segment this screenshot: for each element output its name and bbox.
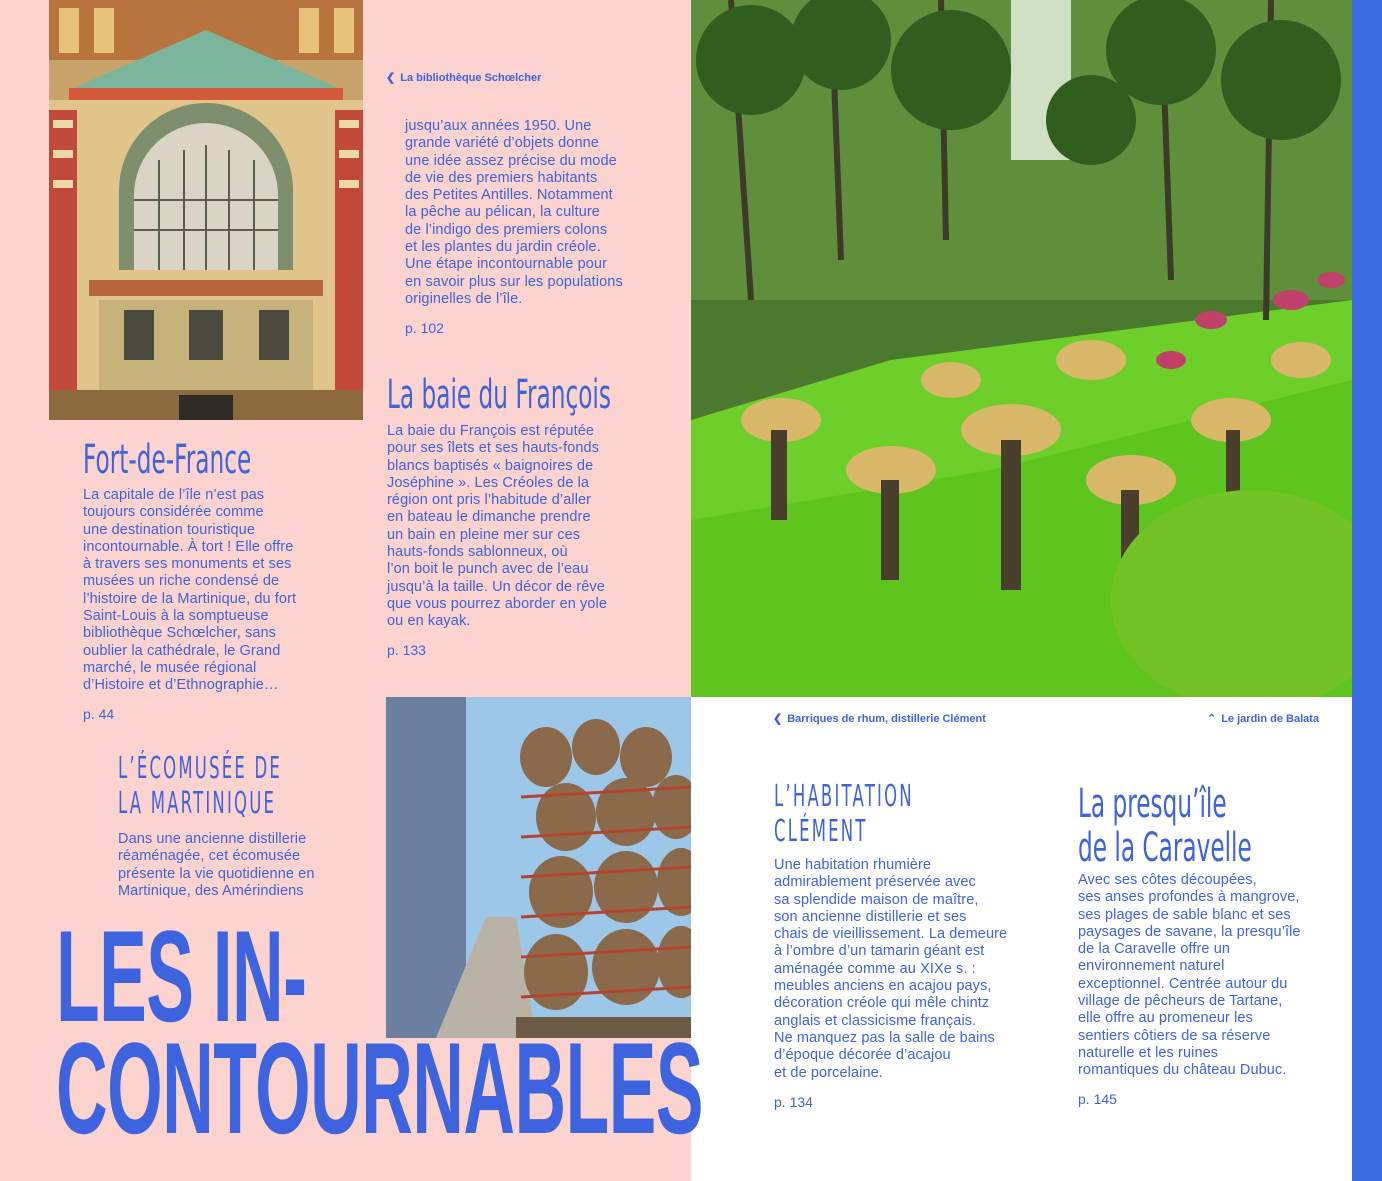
- habitation-clement-page-ref: p. 134: [774, 1094, 813, 1110]
- chevron-left-icon: ❮: [386, 71, 396, 84]
- caption-text: La bibliothèque Schœlcher: [400, 72, 542, 84]
- schoelcher-page-ref: p. 102: [405, 320, 444, 336]
- headline-les-incontournables: LES IN- CONTOURNABLES: [56, 903, 703, 1161]
- baie-du-francois-page-ref: p. 133: [387, 642, 426, 658]
- habitation-clement-text: Une habitation rhumière admirablement préservée avec sa splendide maison de maître, son ancienne distillerie et ses chais de vieillissement. La demeure à l’ombre d’un tamarin géant est aménagée comme au XIXe s. : meubles anciens en acajou pays, décoration créole qui mêle chintz anglais et classicisme français. Ne manquez pas la salle de bains d’époque décorée d’acajou et de porcelaine.: [774, 857, 1008, 1081]
- fort-de-france-title: Fort-de-France: [83, 437, 252, 483]
- baie-du-francois-text: La baie du François est réputée pour ses îlets et ses hauts-fonds blancs baptisés « baignoires de Joséphine ». Les Créoles de la région ont pris l’habitude d’aller en bateau le dimanche prendre un bain en pleine mer sur ces hauts-fonds sablonneux, où l’on boit le punch avec de l’eau jusqu’à la taille. Un décor de rêve que vous pourrez aborder en yole ou en kayak.: [387, 423, 608, 630]
- schoelcher-continued-text: jusqu’aux années 1950. Une grande variété d’objets donne une idée assez précise du mode de vie des premiers habitants des Petites Antilles. Notamment la pêche au pélican, la culture de l’indigo des premiers colons et les plantes du jardin créole. Une étape incontournable pour en savoir plus sur les populations originelles de l’île.: [405, 118, 623, 307]
- chevron-up-icon: ⌃: [1207, 712, 1217, 725]
- caption-bibliotheque-schoelcher: [386, 72, 541, 84]
- fort-de-france-page-ref: p. 44: [83, 706, 115, 722]
- blue-page-edge: [1352, 0, 1382, 1181]
- fort-de-france-text: La capitale de l’île n’est pas toujours considérée comme une destination touristique incontournable. À tort ! Elle offre à travers ses monuments et ses musées un riche condensé de l’histoire de la Martinique, du fort Saint-Louis à la somptueuse bibliothèque Schœlcher, sans oublier la cathédrale, le Grand marché, le musée régional d’Histoire et d’Ethnographie…: [83, 487, 297, 694]
- caption-text: Le jardin de Balata: [1221, 713, 1320, 725]
- chevron-left-icon: ❮: [773, 712, 783, 725]
- baie-du-francois-title: La baie du François: [387, 372, 611, 418]
- photo-jardin-de-balata: [691, 0, 1352, 697]
- caravelle-title: La presqu’île de la Caravelle: [1078, 781, 1252, 871]
- photo-bibliotheque-schoelcher: [49, 0, 363, 420]
- ecomusee-text: Dans une ancienne distillerie réaménagée, cet écomusée présente la vie quotidienne en Martinique, des Amérindiens: [118, 831, 315, 899]
- caption-barriques: [773, 713, 986, 725]
- ecomusee-title: L’ÉCOMUSÉE DE LA MARTINIQUE: [118, 751, 282, 821]
- caravelle-text: Avec ses côtes découpées, ses anses profondes à mangrove, ses plages de sable blanc et ses paysages de savane, la presqu’île de la Caravelle offre un environnement naturel exceptionnel. Centrée autour du village de pêcheurs de Tartane, elle offre au promeneur les sentiers côtiers de sa réserve naturelle et les ruines romantiques du château Dubuc.: [1078, 872, 1301, 1079]
- caravelle-page-ref: p. 145: [1078, 1091, 1117, 1107]
- caption-text: Barriques de rhum, distillerie Clément: [787, 713, 986, 725]
- habitation-clement-title: L’HABITATION CLÉMENT: [774, 779, 914, 849]
- caption-jardin-balata: [1207, 713, 1319, 725]
